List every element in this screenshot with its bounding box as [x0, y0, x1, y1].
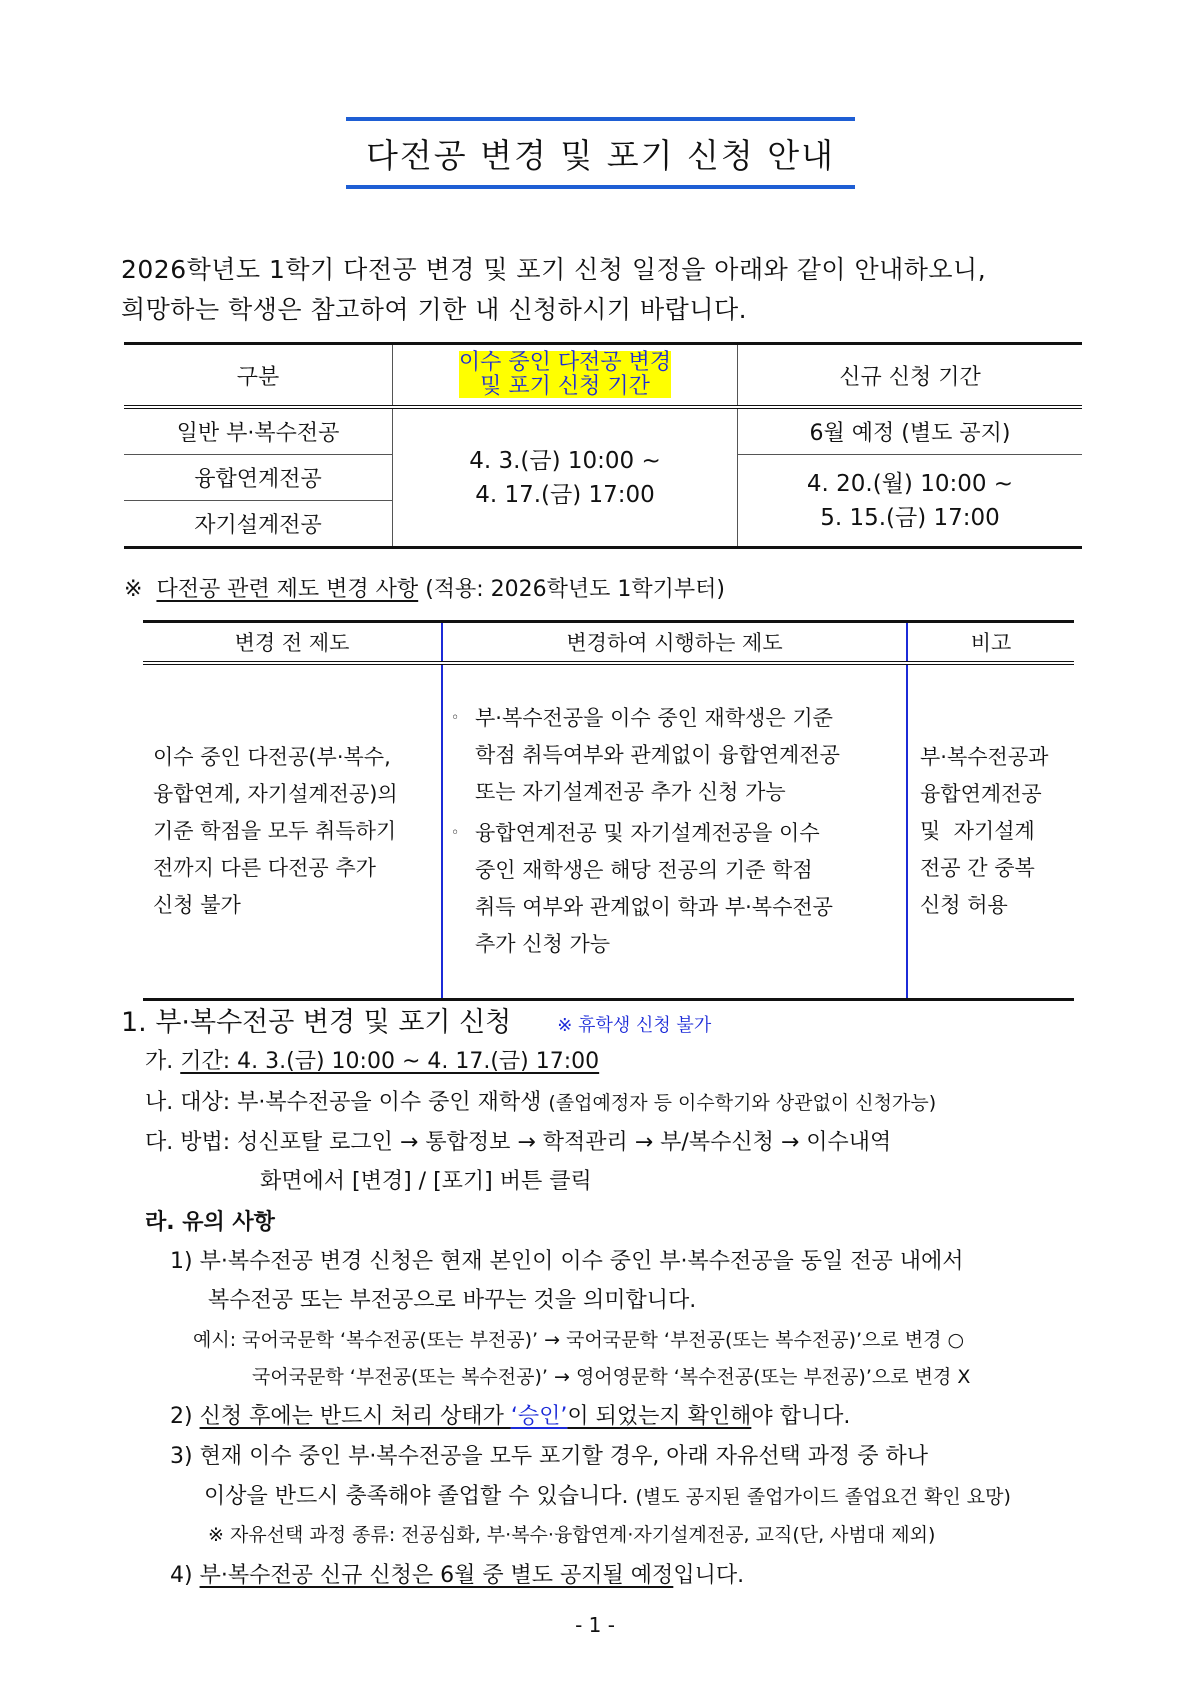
policy-remark: 부·복수전공과 융합연계전공 및 자기설계 전공 간 중복 신청 허용: [920, 745, 1049, 917]
schedule-table: [124, 342, 1082, 549]
new-other-value: 4. 20.(월) 10:00 ~ 5. 15.(금) 17:00: [738, 455, 1083, 548]
policy-table: [143, 620, 1074, 1001]
row-general: 일반 부·복수전공: [124, 407, 393, 455]
section-heading: 1. 부·복수전공 변경 및 포기 신청 ※ 휴학생 신청 불가: [121, 1007, 712, 1038]
policy-after: [442, 663, 907, 1000]
page-number: - 1 -: [575, 1613, 615, 1637]
intro-line-1: 2026학년도 1학기 다전공 변경 및 포기 신청 일정을 아래와 같이 안내하오니,: [121, 255, 987, 284]
policy-note: ※ 다전공 관련 제도 변경 사항 (적용: 2026학년도 1학기부터): [124, 577, 726, 602]
item-notes-heading: 라. 유의 사항: [145, 1210, 275, 1235]
intro-line-2: 희망하는 학생은 참고하여 기한 내 신청하시기 바랍니다.: [121, 295, 748, 324]
policy-bullet: ◦ 부·복수전공을 이수 중인 재학생은 기준 학점 취득여부와 관계없이 융합연계전공 또는 자기설계전공 추가 신청 가능: [451, 706, 840, 804]
item-period: 가. 기간: 4. 3.(금) 10:00 ~ 4. 17.(금) 17:00: [145, 1049, 600, 1074]
header-remark: 비고: [907, 622, 1074, 664]
row-self-designed: 자기설계전공: [194, 513, 322, 538]
item-target: 나. 대상: 부·복수전공을 이수 중인 재학생 (졸업예정자 등 이수학기와 상관없이 신청가능): [145, 1090, 937, 1115]
page-title: 다전공 변경 및 포기 신청 안내: [346, 117, 855, 189]
row-convergence: 융합연계전공: [124, 455, 393, 501]
policy-bullet: ◦ 융합연계전공 및 자기설계전공을 이수 중인 재학생은 해당 전공의 기준 학점 취득 여부와 관계없이 학과 부·복수전공 추가 신청 가능: [451, 821, 833, 956]
new-general-value: 6월 예정 (별도 공지): [738, 407, 1083, 455]
note-3-cont: 이상을 반드시 충족해야 졸업할 수 있습니다. (별도 공지된 졸업가이드 졸업요건 확인 요망): [204, 1484, 1011, 1509]
header-change-period: 이수 중인 다전공 변경 및 포기 신청 기간: [393, 344, 738, 408]
note-3-types: ※ 자유선택 과정 종류: 전공심화, 부·복수·융합연계·자기설계전공, 교직(단, 사범대 제외): [208, 1524, 936, 1546]
item-method-cont: 화면에서 [변경] / [포기] 버튼 클릭: [260, 1169, 592, 1194]
example-1: 예시: 국어국문학 ‘복수전공(또는 부전공)’ → 국어국문학 ‘부전공(또는 복수전공)’으로 변경 ○: [193, 1329, 965, 1351]
note-1: 1) 부·복수전공 변경 신청은 현재 본인이 이수 중인 부·복수전공을 동일 전공 내에서: [170, 1249, 964, 1274]
policy-before: 이수 중인 다전공(부·복수, 융합연계, 자기설계전공)의 기준 학점을 모두 취득하기 전까지 다른 다전공 추가 신청 불가: [153, 745, 398, 917]
header-new-period: 신규 신청 기간: [738, 344, 1083, 408]
header-before: 변경 전 제도: [143, 622, 442, 664]
note-1-cont: 복수전공 또는 부전공으로 바꾸는 것을 의미합니다.: [208, 1288, 697, 1313]
example-2: 국어국문학 ‘부전공(또는 복수전공)’ → 영어영문학 ‘복수전공(또는 부전공)’으로 변경 X: [252, 1366, 971, 1388]
note-2: 2) 신청 후에는 반드시 처리 상태가 ‘승인’이 되었는지 확인해야 합니다.: [170, 1404, 851, 1429]
header-after: 변경하여 시행하는 제도: [442, 622, 907, 664]
header-category: 구분: [124, 344, 393, 408]
note-4: 4) 부·복수전공 신규 신청은 6월 중 별도 공지될 예정입니다.: [170, 1563, 745, 1588]
change-period-value: 4. 3.(금) 10:00 ~ 4. 17.(금) 17:00: [393, 407, 738, 548]
note-3: 3) 현재 이수 중인 부·복수전공을 모두 포기할 경우, 아래 자유선택 과정 중 하나: [170, 1444, 929, 1469]
item-method: 다. 방법: 성신포탈 로그인 → 통합정보 → 학적관리 → 부/복수신청 → 이수내역: [145, 1130, 892, 1155]
